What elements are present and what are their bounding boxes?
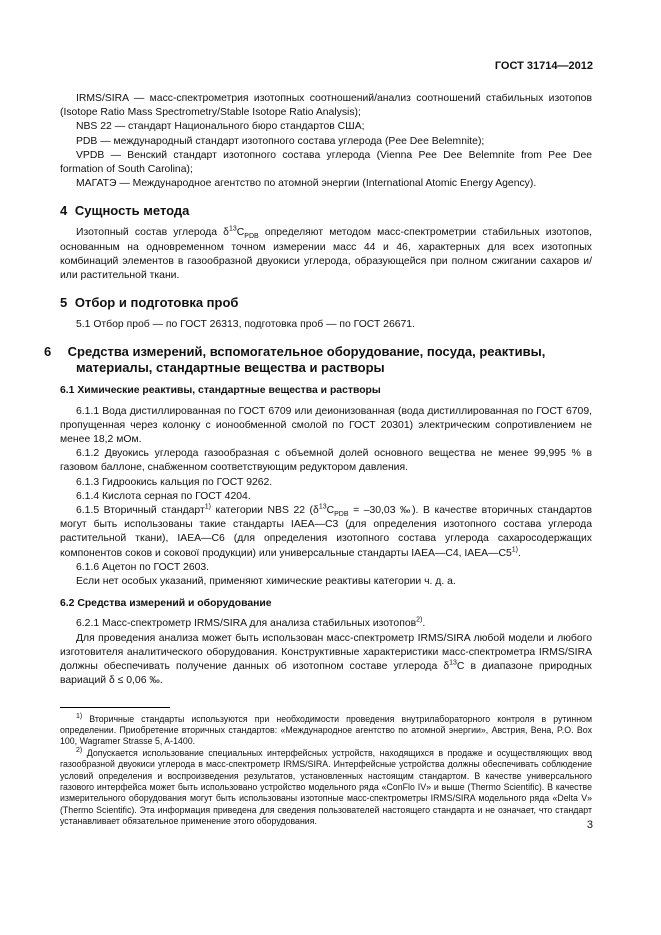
subsection-6-1-heading: 6.1 Химические реактивы, стандартные вещества и растворы	[60, 385, 381, 397]
abbrev-pdb: PDB — международный стандарт изотопного состава углерода (Pee Dee Belemnite);	[76, 135, 485, 147]
abbrev-vpdb: VPDB — Венский стандарт изотопного состава углерода (Vienna Pee Dee Belemnite from Pee Dee formation of South Carolina);	[60, 149, 592, 176]
footnote-1: $^{1)}$ Вторичные стандарты используются при необходимости проведения внутрилабораторного контроля в рутинном определении. Приобретение вторичных стандартов: «Международное агентство по атомной энергии», Австрия, Вена, P.O. Box 100, Wagramer Strasse 5, A-1400.	[60, 712, 592, 747]
clause-6-1-4: 6.1.4 Кислота серная по ГОСТ 4204.	[76, 490, 251, 502]
page-number: 3	[586, 819, 593, 831]
clause-6-2-1: 6.2.1 Масс-спектрометр IRMS/SIRA для анализа стабильных изотопов$^{2)}$.	[76, 617, 426, 630]
abbrev-nbs22: NBS 22 — стандарт Национального бюро стандартов США;	[76, 121, 365, 133]
subsection-6-2-heading: 6.2 Средства измерений и оборудование	[60, 598, 272, 610]
clause-6-1-2: 6.1.2 Двуокись углерода газообразная с объемной долей основного вещества не менее 99,995 % в газовом баллоне, снабженном соответствующим редуктором давления.	[60, 448, 592, 474]
document-code: ГОСТ 31714—2012	[494, 60, 593, 72]
clause-6-1-5: 6.1.5 Вторичный стандарт$^{1)}$ категории NBS 22 ($\delta^{13}C_{PDB} = -30,03$ ‰). В качестве вторичных стандартов могут быть использованы такие стандарты IAEA—C3 (для определения изотопного состава углерода растительной ткани), IAEA—C6 (для определения изотопного состава углерода сахаросодержащих компонентов соков и сокової продукции) или универсальные стандарты IAEA—C4, IAEA—C5$^{1)}$.	[60, 503, 593, 559]
abbrev-irms: IRMS/SIRA — масс-спектрометрия изотопных соотношений/анализ соотношений стабильных изотопов (Isotope Ratio Mass Spectrometry/Stable Isotope Ratio Analysis);	[60, 93, 592, 119]
footnote-divider	[60, 707, 170, 708]
clause-6-1-6: 6.1.6 Ацетон по ГОСТ 2603.	[76, 561, 210, 573]
section-4-text: Изотопный состав углерода $\delta^{13}C_{PDB}$ определяют методом масс-спектрометрии стабильных изотопов, основанным на одновременном точном измерении масс 44 и 46, характерных для всех изотопных комбинаций элементов в газообразной двуокиси углерода, образующейся при полном сжигании сахаров и/или растительной ткани.	[60, 225, 592, 282]
page-content	[44, 92, 593, 828]
section-5-1: 5.1 Отбор проб — по ГОСТ 26313, подготовка проб — по ГОСТ 26671.	[76, 319, 415, 331]
clause-6-1-1: 6.1.1 Вода дистиллированная по ГОСТ 6709 или деионизованная (вода дистиллированная по ГОСТ 6709, пропущенная через колонку с ионообменной смолой по ГОСТ 20301) электрическим сопротивлением не менее 18,2 мОм.	[60, 405, 592, 446]
clause-6-1-3: 6.1.3 Гидроокись кальция по ГОСТ 9262.	[76, 476, 273, 488]
clause-6-2-1-text: Для проведения анализа может быть использован масс-спектрометр IRMS/SIRA любой модели и любого изготовителя аналитического оборудования. Конструктивные характеристики масс-спектрометра IRMS/SIRA должны обеспечивать получение данных об изотопном составе углерода $\delta^{13}C$ в диапазоне природных вариаций δ ≤ 0,06 ‰.	[60, 632, 592, 687]
section-6-heading: 6 Средства измерений, вспомогательное оборудование, посуда, реактивы, материалы, стандартные вещества и растворы	[44, 344, 546, 376]
section-5-heading: 5 Отбор и подготовка проб	[60, 295, 239, 311]
reagent-note: Если нет особых указаний, применяют химические реактивы категории ч. д. а.	[76, 576, 456, 588]
footnote-2: $^{2)}$ Допускается использование специальных интерфейсных устройств, находящихся в продаже и осуществляющих ввод газообразной двуокиси углерода в масс-спектрометр IRMS/SIRA. Интерфейсные устройства должны обеспечивать соблюдение условий определения и воспроизведения результатов, установленных настоящим стандартом. В качестве универсального газового интерфейса может быть использовано устройство модельного ряда «ConFlo IV» и выше (Thermo Scientific). В качестве измерительного оборудования могут быть использованы изотопные масс-спектрометры IRMS/SIRA модельного ряда «Delta V» (Thermo Scientific). Эта информация приведена для сведения пользователей настоящего стандарта и не означает, что стандарт устанавливает обязательное применение этого оборудования.	[60, 746, 592, 827]
section-4-heading: 4 Сущность метода	[60, 203, 190, 219]
abbrev-iaea: МАГАТЭ — Международное агентство по атомной энергии (International Atomic Energy Agency).	[76, 178, 537, 190]
